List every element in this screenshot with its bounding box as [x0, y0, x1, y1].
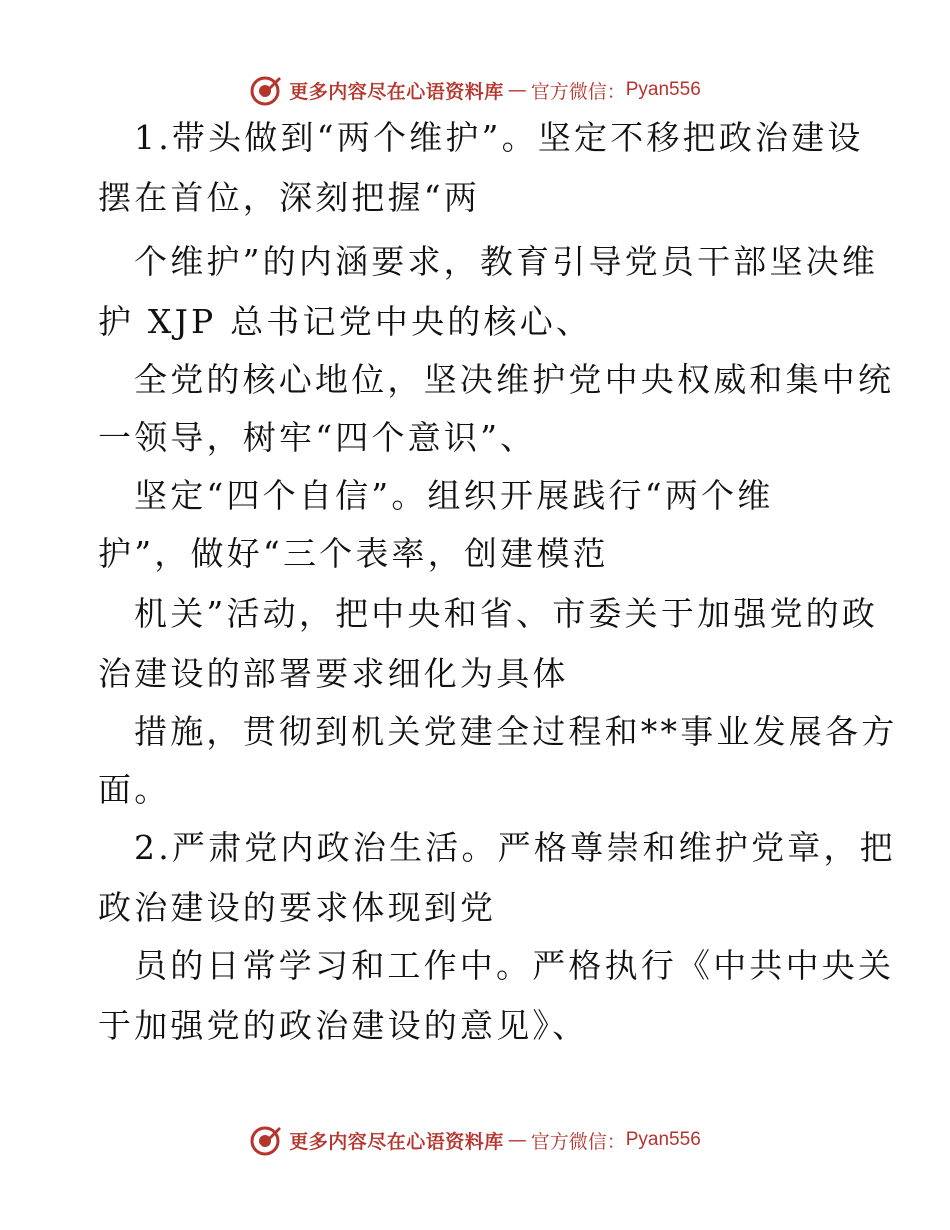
body-line: 坚定“四个自信”。组织开展践行“两个维	[134, 476, 774, 515]
body-line: 一领导，树牢“四个意识”、	[98, 418, 537, 457]
wechat-label: 官方微信：	[530, 80, 626, 103]
banner-text: 更多内容尽在心语资料库	[289, 80, 504, 103]
logo-icon	[249, 73, 283, 107]
banner-dash: —	[507, 79, 527, 101]
body-line: 机关”活动，把中央和省、市委关于加强党的政	[134, 594, 879, 633]
banner-dash: —	[507, 1129, 527, 1151]
logo-icon	[249, 1123, 283, 1157]
body-line: 1.带头做到“两个维护”。坚定不移把政治建设	[134, 118, 864, 157]
wechat-id: Pyan556	[625, 1129, 701, 1150]
wechat-id: Pyan556	[625, 79, 701, 100]
banner-text: 更多内容尽在心语资料库	[289, 1130, 504, 1153]
body-line: 2.严肃党内政治生活。严格尊崇和维护党章，把	[134, 828, 896, 867]
body-line: 员的日常学习和工作中。严格执行《中共中央关	[134, 946, 895, 985]
footer-banner	[0, 1120, 950, 1160]
body-line: 护 XJP 总书记党中央的核心、	[98, 302, 593, 341]
body-line: 全党的核心地位，坚决维护党中央权威和集中统	[134, 360, 895, 399]
body-line: 政治建设的要求体现到党	[98, 888, 497, 927]
body-line: 面。	[98, 770, 171, 809]
body-line: 措施，贯彻到机关党建全过程和**事业发展各方	[134, 712, 898, 751]
body-line: 于加强党的政治建设的意见》、	[98, 1006, 589, 1045]
header-banner	[0, 70, 950, 110]
body-line: 个维护”的内涵要求，教育引导党员干部坚决维	[134, 242, 879, 281]
wechat-label: 官方微信：	[530, 1130, 626, 1153]
body-line: 治建设的部署要求细化为具体	[98, 654, 569, 693]
body-line: 摆在首位，深刻把握“两	[98, 178, 481, 217]
body-line: 护”，做好“三个表率，创建模范	[98, 534, 609, 573]
